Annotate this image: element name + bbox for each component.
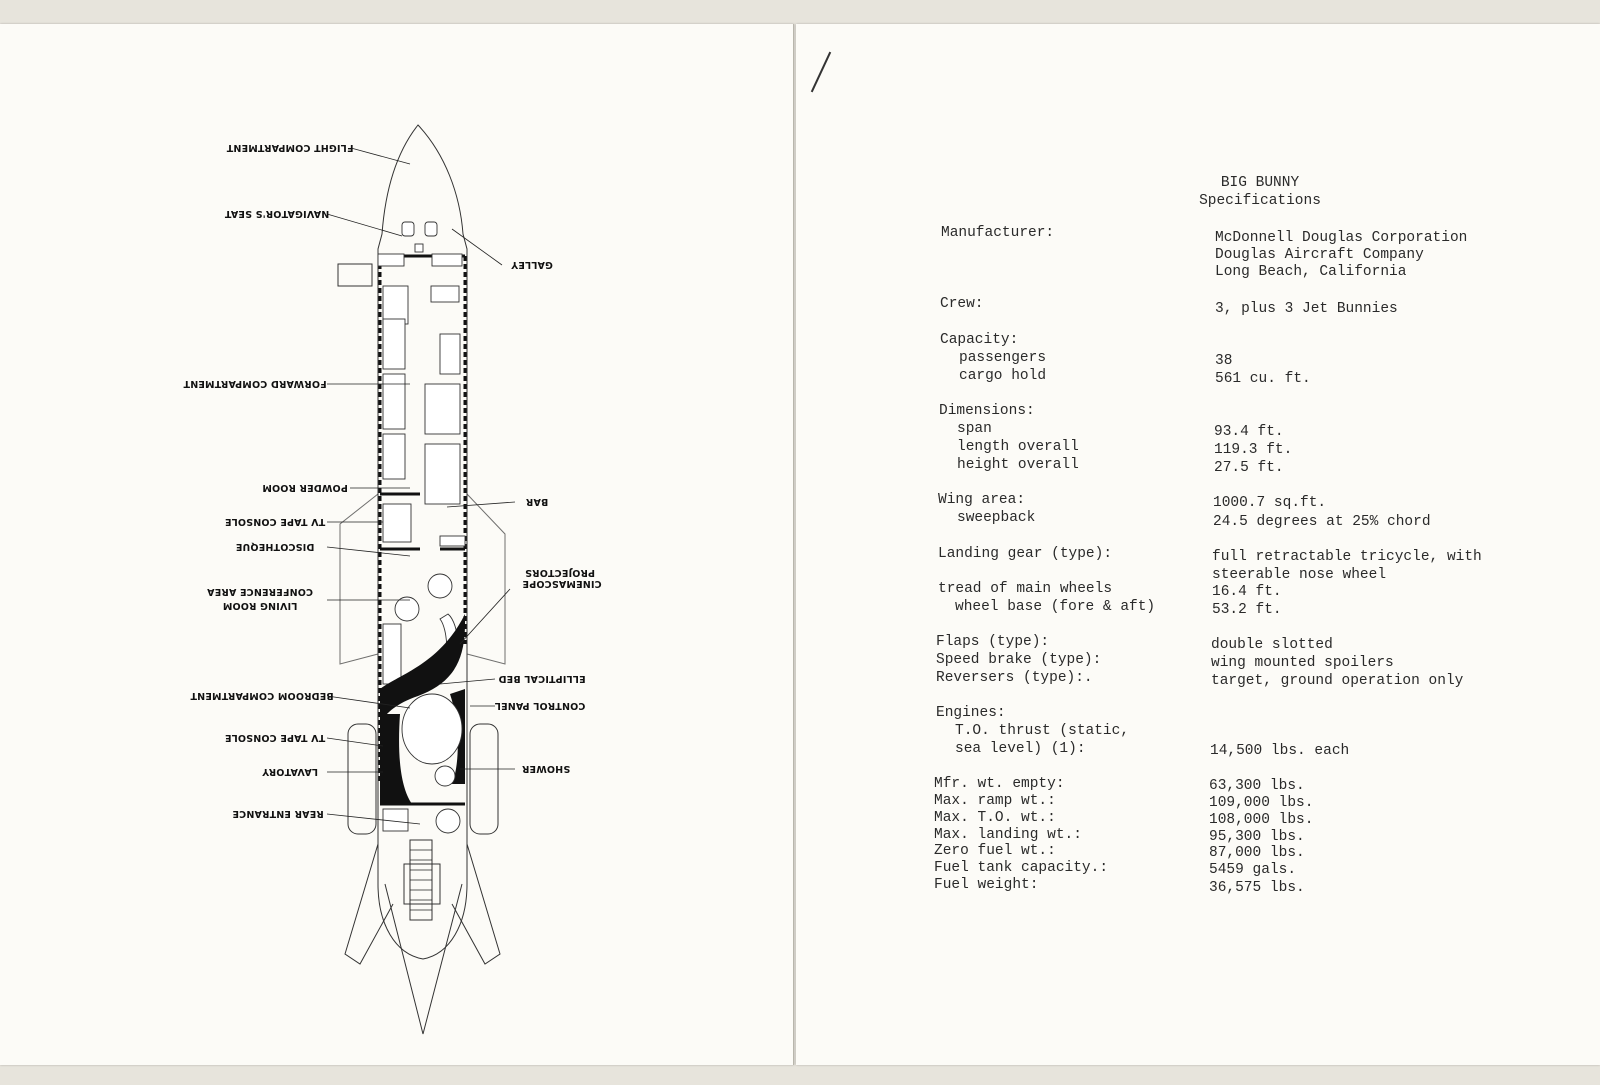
crew-value: 3, plus 3 Jet Bunnies [1215,301,1398,317]
thrust-label-2: sea level) (1): [955,741,1086,757]
weight-label-0: Mfr. wt. empty: [934,776,1065,792]
label-conference-area: CONFERENCE AREA [206,586,314,597]
crew-label: Crew: [940,296,984,312]
aircraft-floor-plan [0,24,793,1065]
floor-plan-page [0,24,794,1065]
manufacturer-label: Manufacturer: [941,225,1055,241]
cargo-value: 561 cu. ft. [1215,371,1311,387]
weight-value-4: 87,000 lbs. [1209,845,1305,861]
tread-value: 16.4 ft. [1212,584,1282,600]
dimensions-label: Dimensions: [939,403,1035,419]
label-control-panel: CONTROL PANEL [494,700,586,711]
span-label: span [957,421,992,437]
speed-brake-label: Speed brake (type): [936,652,1102,668]
weight-value-3: 95,300 lbs. [1209,829,1305,845]
label-discotheque: DISCOTHEQUE [235,541,315,552]
wheelbase-value: 53.2 ft. [1212,602,1282,618]
label-tv-tape-console-2: TV TAPE CONSOLE [224,732,326,743]
tail-fin-left [345,844,393,964]
height-value: 27.5 ft. [1214,460,1284,476]
living-sofa-left [383,624,401,684]
passengers-label: passengers [959,350,1047,366]
powder-room-shape [383,504,411,542]
label-projectors: PROJECTORS [524,567,596,578]
label-living-room: LIVING ROOM [222,600,298,611]
label-rear-entrance: REAR ENTRANCE [232,808,324,819]
wing-right [467,494,505,664]
pilot-seat-right [425,222,437,236]
landing-gear-value-1: full retractable tricycle, with [1212,549,1482,565]
reversers-label: Reversers (type):. [936,670,1093,686]
manufacturer-line-3: Long Beach, California [1215,264,1407,280]
manufacturer-line-2: Douglas Aircraft Company [1215,247,1424,263]
rear-stairs [410,840,432,920]
pilot-seat-left [402,222,414,236]
tail-fin-right [452,844,500,964]
length-value: 119.3 ft. [1214,442,1293,458]
label-bedroom-compartment: BEDROOM COMPARTMENT [190,690,334,701]
disco-table [428,574,452,598]
label-galley: GALLEY [511,259,553,270]
forward-seating [383,286,460,504]
forward-stair [338,264,372,286]
bar-shape [440,536,465,546]
weight-value-2: 108,000 lbs. [1209,812,1314,828]
height-label: height overall [957,457,1079,473]
flight-console [415,244,423,252]
landing-gear-label: Landing gear (type): [938,546,1113,562]
wing-area-label: Wing area: [938,492,1026,508]
flaps-value: double slotted [1211,637,1333,653]
label-forward-compartment: FORWARD COMPARTMENT [183,378,327,389]
thrust-label-1: T.O. thrust (static, [955,723,1130,739]
disco-table-2 [395,597,419,621]
capacity-label: Capacity: [940,332,1019,348]
weight-value-6: 36,575 lbs. [1209,880,1305,896]
navigator-seat-shape [378,254,404,266]
label-lavatory: LAVATORY [262,766,318,777]
wheelbase-label: wheel base (fore & aft) [955,599,1156,615]
weight-value-0: 63,300 lbs. [1209,778,1305,794]
cargo-label: cargo hold [959,368,1047,384]
label-tv-tape-console-1: TV TAPE CONSOLE [224,516,326,527]
reversers-value: target, ground operation only [1211,673,1464,689]
spec-title: BIG BUNNY [1220,175,1300,191]
label-elliptical-bed: ELLIPTICAL BED [498,673,586,684]
weight-label-1: Max. ramp wt.: [934,793,1056,809]
weight-label-2: Max. T.O. wt.: [934,810,1056,826]
elliptical-bed-shape [402,694,462,764]
galley-shape [432,254,462,266]
length-label: length overall [957,439,1079,455]
spec-subtitle: Specifications [1199,193,1321,209]
weight-label-4: Zero fuel wt.: [934,843,1056,859]
lavatory-shape [383,809,408,831]
weight-value-5: 5459 gals. [1209,862,1297,878]
engine-right [470,724,498,834]
manufacturer-line-1: McDonnell Douglas Corporation [1215,230,1468,246]
weight-value-1: 109,000 lbs. [1209,795,1314,811]
weight-label-3: Max. landing wt.: [934,827,1082,843]
flaps-label: Flaps (type): [936,634,1050,650]
label-powder-room: POWDER ROOM [262,482,348,493]
shower-shape [436,809,460,833]
speed-brake-value: wing mounted spoilers [1211,655,1394,671]
wing-left [340,494,378,664]
label-shower: SHOWER [521,763,571,774]
label-bar: BAR [525,496,549,507]
sweepback-label: sweepback [957,510,1036,526]
bedroom-chair [435,766,455,786]
passengers-value: 38 [1215,353,1233,369]
wing-area-value: 1000.7 sq.ft. [1213,495,1327,511]
span-value: 93.4 ft. [1214,424,1284,440]
landing-gear-value-2: steerable nose wheel [1212,567,1387,583]
thrust-value: 14,500 lbs. each [1210,743,1350,759]
label-navigators-seat: NAVIGATOR'S SEAT [224,208,330,219]
tread-label: tread of main wheels [938,581,1113,597]
label-cinemascope: CINEMASCOPE [522,578,602,589]
sweepback-value: 24.5 degrees at 25% chord [1213,514,1431,530]
weight-label-6: Fuel weight: [934,877,1039,893]
weight-label-5: Fuel tank capacity.: [934,860,1109,876]
label-flight-compartment: FLIGHT COMPARTMENT [226,142,354,153]
engines-label: Engines: [936,705,1006,721]
